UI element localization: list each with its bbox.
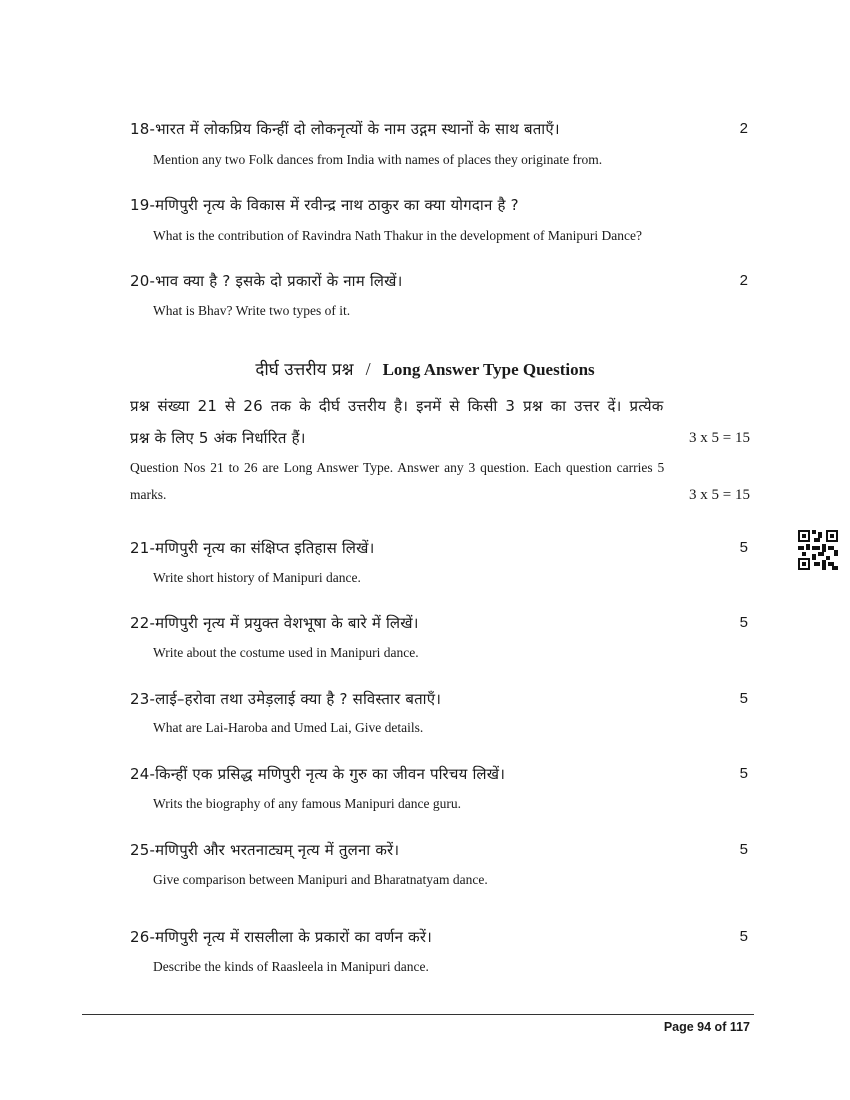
question-26-hindi: 26-मणिपुरी नृत्य में रासलीला के प्रकारों का वर्णन करें। <box>130 928 433 946</box>
footer-divider <box>82 1014 754 1015</box>
section-heading-slash: / <box>365 359 371 379</box>
qr-code-icon <box>798 530 838 570</box>
question-22-english: Write about the costume used in Manipuri dance. <box>153 645 419 660</box>
question-25-english: Give comparison between Manipuri and Bharatnatyam dance. <box>153 872 488 887</box>
question-21-hindi: 21-मणिपुरी नृत्य का संक्षिप्त इतिहास लिखें। <box>130 539 375 557</box>
instructions-english-line1: Question Nos 21 to 26 are Long Answer Type. Answer any 3 question. Each question carries 5 <box>130 460 665 475</box>
question-24-english: Writs the biography of any famous Manipuri dance guru. <box>153 796 462 811</box>
instructions-english-line2: marks. <box>130 487 167 502</box>
question-20-english: What is Bhav? Write two types of it. <box>153 303 351 318</box>
question-23-marks: 5 <box>739 690 748 707</box>
marks-formula-hindi: 3 x 5 = 15 <box>689 430 750 446</box>
question-18-hindi: 18-भारत में लोकप्रिय किन्हीं दो लोकनृत्यों के नाम उद्गम स्थानों के साथ बताएँ। <box>130 120 560 138</box>
question-24-marks: 5 <box>739 765 748 782</box>
question-23-english: What are Lai-Haroba and Umed Lai, Give details. <box>153 720 424 735</box>
page-number: Page 94 of 117 <box>663 1020 750 1034</box>
question-26-marks: 5 <box>739 928 748 945</box>
question-18-english: Mention any two Folk dances from India with names of places they originate from. <box>153 152 603 167</box>
question-18-marks: 2 <box>739 120 748 137</box>
question-25-marks: 5 <box>739 841 748 858</box>
question-20-marks: 2 <box>739 272 748 289</box>
instructions-hindi-line2: प्रश्न के लिए 5 अंक निर्धारित हैं। <box>130 429 306 447</box>
marks-formula-english: 3 x 5 = 15 <box>689 487 750 503</box>
question-20-hindi: 20-भाव क्या है ? इसके दो प्रकारों के नाम लिखें। <box>130 272 403 290</box>
question-23-hindi: 23-लाई–हरोवा तथा उमेड़लाई क्या है ? सविस्तार बताएँ। <box>130 690 442 708</box>
question-26-english: Describe the kinds of Raasleela in Manipuri dance. <box>153 959 429 974</box>
section-heading-hindi: दीर्घ उत्तरीय प्रश्न <box>255 360 354 380</box>
question-19-english: What is the contribution of Ravindra Nath Thakur in the development of Manipuri Dance? <box>153 228 642 243</box>
question-21-marks: 5 <box>739 539 748 556</box>
instructions-hindi-line1: प्रश्न संख्या 21 से 26 तक के दीर्घ उत्तरीय है। इनमें से किसी 3 प्रश्न का उत्तर दें। प्रत्येक <box>130 397 664 415</box>
question-19-hindi: 19-मणिपुरी नृत्य के विकास में रवीन्द्र नाथ ठाकुर का क्या योगदान है ? <box>130 196 519 214</box>
question-22-hindi: 22-मणिपुरी नृत्य में प्रयुक्त वेशभूषा के बारे में लिखें। <box>130 614 419 632</box>
section-heading-english: Long Answer Type Questions <box>382 360 595 379</box>
question-22-marks: 5 <box>739 614 748 631</box>
question-25-hindi: 25-मणिपुरी और भरतनाट्यम् नृत्य में तुलना करें। <box>130 841 400 859</box>
question-24-hindi: 24-किन्हीं एक प्रसिद्ध मणिपुरी नृत्य के गुरु का जीवन परिचय लिखें। <box>130 765 506 783</box>
section-heading <box>0 357 850 380</box>
question-21-english: Write short history of Manipuri dance. <box>153 570 361 585</box>
